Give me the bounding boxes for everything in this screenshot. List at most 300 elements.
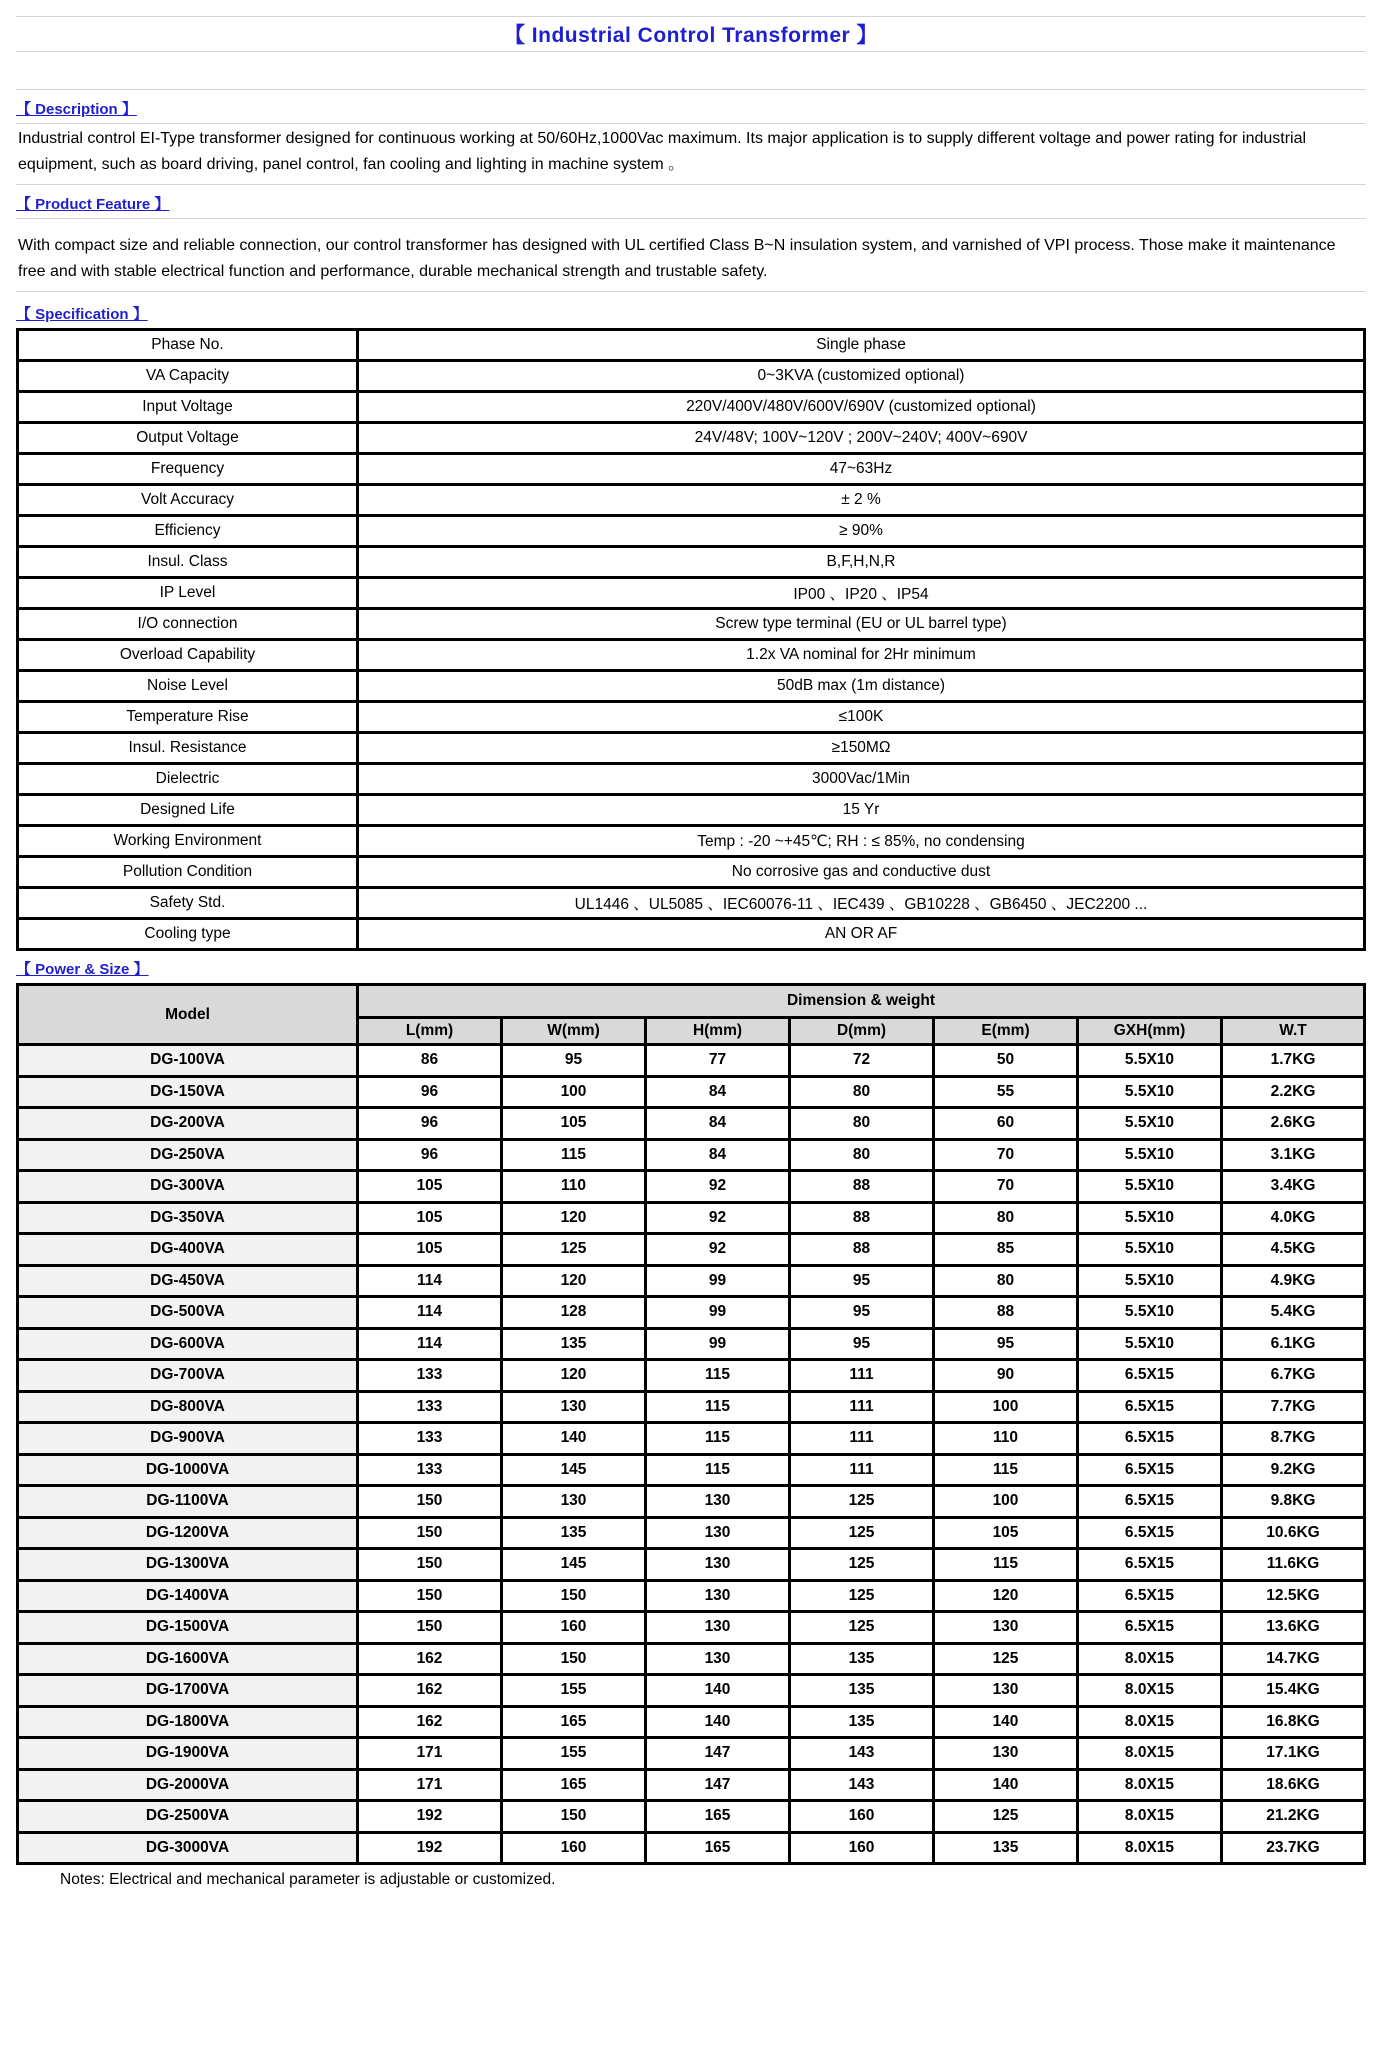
spec-value: Single phase <box>358 330 1365 361</box>
spec-row <box>18 919 1365 950</box>
dimension-cell: 135 <box>790 1675 934 1707</box>
spec-value: 1.2x VA nominal for 2Hr minimum <box>358 640 1365 671</box>
dimension-cell: 125 <box>790 1486 934 1518</box>
model-cell: DG-400VA <box>18 1234 358 1266</box>
dimension-cell: 55 <box>934 1076 1078 1108</box>
spec-row <box>18 764 1365 795</box>
spec-label: Overload Capability <box>18 640 358 671</box>
table-row <box>18 1580 1365 1612</box>
spec-row <box>18 671 1365 702</box>
datasheet <box>16 16 1366 1895</box>
dimension-cell: 140 <box>934 1706 1078 1738</box>
dimension-cell: 155 <box>502 1675 646 1707</box>
spec-row <box>18 857 1365 888</box>
table-row <box>18 1738 1365 1770</box>
model-cell: DG-450VA <box>18 1265 358 1297</box>
dimension-cell: 105 <box>502 1108 646 1140</box>
dimension-cell: 133 <box>358 1391 502 1423</box>
dimension-cell: 147 <box>646 1769 790 1801</box>
dimension-cell: 9.8KG <box>1222 1486 1365 1518</box>
table-row <box>18 1675 1365 1707</box>
dimension-cell: 171 <box>358 1738 502 1770</box>
description-text: Industrial control EI-Type transformer designed for continuous working at 50/60Hz,1000Vac maximum. Its major application is to supply different voltage and power rating for industrial equipment, such as board driving, panel control, fan cooling and lighting in machine system 。 <box>16 124 1366 185</box>
dimension-cell: 135 <box>934 1832 1078 1864</box>
dimension-cell: 70 <box>934 1171 1078 1203</box>
dimension-cell: 5.5X10 <box>1078 1171 1222 1203</box>
dimension-cell: 160 <box>502 1832 646 1864</box>
table-row <box>18 1454 1365 1486</box>
dimension-cell: 85 <box>934 1234 1078 1266</box>
dimension-cell: 111 <box>790 1391 934 1423</box>
table-row <box>18 1801 1365 1833</box>
dimension-cell: 4.5KG <box>1222 1234 1365 1266</box>
dimension-cell: 99 <box>646 1297 790 1329</box>
table-row <box>18 1706 1365 1738</box>
dimension-cell: 111 <box>790 1423 934 1455</box>
dimension-cell: 115 <box>502 1139 646 1171</box>
dimension-cell: 2.2KG <box>1222 1076 1365 1108</box>
dimension-cell: 125 <box>502 1234 646 1266</box>
dimension-cell: 135 <box>502 1328 646 1360</box>
dimension-cell: 133 <box>358 1360 502 1392</box>
dimension-cell: 130 <box>646 1612 790 1644</box>
dimension-cell: 130 <box>646 1580 790 1612</box>
dimension-cell: 171 <box>358 1769 502 1801</box>
dimension-cell: 23.7KG <box>1222 1832 1365 1864</box>
dimension-cell: 88 <box>790 1234 934 1266</box>
spec-label: Input Voltage <box>18 392 358 423</box>
model-cell: DG-200VA <box>18 1108 358 1140</box>
dimension-cell: 21.2KG <box>1222 1801 1365 1833</box>
table-row <box>18 1769 1365 1801</box>
dimension-cell: 111 <box>790 1360 934 1392</box>
spec-label: Dielectric <box>18 764 358 795</box>
dimension-cell: 133 <box>358 1423 502 1455</box>
dimension-cell: 130 <box>646 1517 790 1549</box>
dimension-cell: 140 <box>646 1706 790 1738</box>
dimension-cell: 120 <box>502 1202 646 1234</box>
dimension-cell: 192 <box>358 1832 502 1864</box>
feature-heading-row <box>16 185 1366 219</box>
dimension-cell: 92 <box>646 1234 790 1266</box>
dimension-cell: 105 <box>358 1171 502 1203</box>
dimension-cell: 6.5X15 <box>1078 1391 1222 1423</box>
table-row <box>18 1202 1365 1234</box>
dimension-cell: 86 <box>358 1045 502 1077</box>
dimension-cell: 160 <box>502 1612 646 1644</box>
dimension-cell: 8.0X15 <box>1078 1769 1222 1801</box>
dimension-cell: 8.0X15 <box>1078 1643 1222 1675</box>
dimension-cell: 115 <box>934 1454 1078 1486</box>
dimension-cell: 5.5X10 <box>1078 1076 1222 1108</box>
dimension-cell: 6.5X15 <box>1078 1423 1222 1455</box>
dimension-cell: 130 <box>646 1549 790 1581</box>
spec-label: VA Capacity <box>18 361 358 392</box>
model-cell: DG-100VA <box>18 1045 358 1077</box>
dimension-cell: 90 <box>934 1360 1078 1392</box>
model-cell: DG-2000VA <box>18 1769 358 1801</box>
dimension-cell: 4.0KG <box>1222 1202 1365 1234</box>
spec-label: Working Environment <box>18 826 358 857</box>
dimension-column-header: W.T <box>1222 1018 1365 1045</box>
dimension-cell: 6.1KG <box>1222 1328 1365 1360</box>
dimension-cell: 114 <box>358 1265 502 1297</box>
dimension-cell: 8.0X15 <box>1078 1675 1222 1707</box>
dimension-cell: 70 <box>934 1139 1078 1171</box>
dimension-cell: 6.5X15 <box>1078 1486 1222 1518</box>
dimension-cell: 6.5X15 <box>1078 1360 1222 1392</box>
spec-value: UL1446 、UL5085 、IEC60076-11 、IEC439 、GB10228 、GB6450 、JEC2200 ... <box>358 888 1365 919</box>
model-cell: DG-800VA <box>18 1391 358 1423</box>
dimension-cell: 8.0X15 <box>1078 1706 1222 1738</box>
dimension-cell: 111 <box>790 1454 934 1486</box>
dimension-cell: 96 <box>358 1139 502 1171</box>
dimension-cell: 96 <box>358 1108 502 1140</box>
dimension-cell: 3.4KG <box>1222 1171 1365 1203</box>
dimension-cell: 130 <box>934 1612 1078 1644</box>
dimension-cell: 88 <box>934 1297 1078 1329</box>
table-row <box>18 1549 1365 1581</box>
dimension-cell: 88 <box>790 1171 934 1203</box>
dimension-cell: 5.4KG <box>1222 1297 1365 1329</box>
spec-row <box>18 454 1365 485</box>
spec-label: I/O connection <box>18 609 358 640</box>
dimension-cell: 6.5X15 <box>1078 1612 1222 1644</box>
dimension-cell: 162 <box>358 1675 502 1707</box>
spec-value: ≥150MΩ <box>358 733 1365 764</box>
spec-label: Temperature Rise <box>18 702 358 733</box>
dimension-cell: 125 <box>790 1580 934 1612</box>
dimension-cell: 150 <box>358 1517 502 1549</box>
dimension-cell: 8.0X15 <box>1078 1738 1222 1770</box>
power-size-heading[interactable]: 【 Power & Size 】 <box>16 961 149 978</box>
dimension-cell: 99 <box>646 1265 790 1297</box>
dimension-cell: 10.6KG <box>1222 1517 1365 1549</box>
table-row <box>18 1486 1365 1518</box>
dimension-cell: 150 <box>502 1643 646 1675</box>
feature-text: With compact size and reliable connection, our control transformer has designed with UL certified Class B~N insulation system, and varnished of VPI process. Those make it maintenance free and with stable electrical function and performance, durable mechanical strength and trustable safety. <box>16 219 1366 292</box>
description-heading[interactable]: 【 Description 】 <box>16 101 137 118</box>
model-cell: DG-3000VA <box>18 1832 358 1864</box>
dimension-cell: 95 <box>790 1297 934 1329</box>
model-cell: DG-500VA <box>18 1297 358 1329</box>
spec-label: Designed Life <box>18 795 358 826</box>
table-row <box>18 1234 1365 1266</box>
dimension-cell: 6.5X15 <box>1078 1517 1222 1549</box>
spec-value: 47~63Hz <box>358 454 1365 485</box>
dimension-cell: 99 <box>646 1328 790 1360</box>
model-cell: DG-1800VA <box>18 1706 358 1738</box>
dimension-cell: 80 <box>934 1265 1078 1297</box>
table-row <box>18 1360 1365 1392</box>
dimension-cell: 100 <box>934 1486 1078 1518</box>
dimension-cell: 84 <box>646 1139 790 1171</box>
dimension-cell: 6.5X15 <box>1078 1549 1222 1581</box>
dimension-cell: 130 <box>646 1643 790 1675</box>
spec-row <box>18 702 1365 733</box>
spec-label: Noise Level <box>18 671 358 702</box>
table-row <box>18 1171 1365 1203</box>
dimension-cell: 130 <box>502 1486 646 1518</box>
dimension-cell: 5.5X10 <box>1078 1234 1222 1266</box>
spec-value: No corrosive gas and conductive dust <box>358 857 1365 888</box>
model-cell: DG-900VA <box>18 1423 358 1455</box>
spec-row <box>18 485 1365 516</box>
dimension-cell: 80 <box>790 1076 934 1108</box>
dimension-cell: 125 <box>790 1612 934 1644</box>
dimension-cell: 120 <box>502 1360 646 1392</box>
spec-value: 15 Yr <box>358 795 1365 826</box>
model-cell: DG-1100VA <box>18 1486 358 1518</box>
dimension-cell: 150 <box>358 1549 502 1581</box>
spec-row <box>18 392 1365 423</box>
dimension-cell: 133 <box>358 1454 502 1486</box>
spec-label: Frequency <box>18 454 358 485</box>
model-cell: DG-1600VA <box>18 1643 358 1675</box>
dimension-cell: 192 <box>358 1801 502 1833</box>
dimension-cell: 115 <box>646 1360 790 1392</box>
dimension-column-header: L(mm) <box>358 1018 502 1045</box>
model-cell: DG-2500VA <box>18 1801 358 1833</box>
dimension-cell: 150 <box>358 1580 502 1612</box>
description-heading-row <box>16 90 1366 124</box>
dimension-cell: 155 <box>502 1738 646 1770</box>
dimension-cell: 140 <box>502 1423 646 1455</box>
dimension-cell: 100 <box>502 1076 646 1108</box>
table-row <box>18 1045 1365 1077</box>
dimension-cell: 5.5X10 <box>1078 1108 1222 1140</box>
dimension-cell: 16.8KG <box>1222 1706 1365 1738</box>
dimension-cell: 143 <box>790 1769 934 1801</box>
spec-row <box>18 361 1365 392</box>
model-cell: DG-1300VA <box>18 1549 358 1581</box>
dimension-cell: 8.0X15 <box>1078 1801 1222 1833</box>
dimension-cell: 92 <box>646 1171 790 1203</box>
table-row <box>18 1108 1365 1140</box>
dimension-cell: 145 <box>502 1454 646 1486</box>
dimension-cell: 120 <box>934 1580 1078 1612</box>
dimension-cell: 160 <box>790 1801 934 1833</box>
dimension-cell: 5.5X10 <box>1078 1139 1222 1171</box>
spec-label: IP Level <box>18 578 358 609</box>
dimension-cell: 110 <box>502 1171 646 1203</box>
dimension-cell: 114 <box>358 1328 502 1360</box>
spec-value: ≥ 90% <box>358 516 1365 547</box>
dimension-cell: 165 <box>502 1706 646 1738</box>
dimension-cell: 125 <box>790 1549 934 1581</box>
dimension-cell: 12.5KG <box>1222 1580 1365 1612</box>
dimension-cell: 105 <box>358 1234 502 1266</box>
model-cell: DG-300VA <box>18 1171 358 1203</box>
dimension-cell: 3.1KG <box>1222 1139 1365 1171</box>
dimension-cell: 125 <box>934 1801 1078 1833</box>
dimension-cell: 150 <box>502 1580 646 1612</box>
notes: Notes: Electrical and mechanical parameter is adjustable or customized. <box>60 1871 556 1888</box>
dimension-cell: 77 <box>646 1045 790 1077</box>
dimension-cell: 5.5X10 <box>1078 1328 1222 1360</box>
dimension-cell: 5.5X10 <box>1078 1297 1222 1329</box>
spec-label: Pollution Condition <box>18 857 358 888</box>
dimension-cell: 115 <box>646 1423 790 1455</box>
specification-heading-row <box>16 292 1366 328</box>
spec-value: B,F,H,N,R <box>358 547 1365 578</box>
dimension-cell: 105 <box>934 1517 1078 1549</box>
model-cell: DG-1500VA <box>18 1612 358 1644</box>
dimension-cell: 80 <box>790 1139 934 1171</box>
dimension-cell: 5.5X10 <box>1078 1202 1222 1234</box>
spec-row <box>18 888 1365 919</box>
dimension-group-header: Dimension & weight <box>358 985 1365 1018</box>
dimension-column-header: H(mm) <box>646 1018 790 1045</box>
dimension-cell: 114 <box>358 1297 502 1329</box>
model-cell: DG-600VA <box>18 1328 358 1360</box>
table-row <box>18 1265 1365 1297</box>
dimension-cell: 8.7KG <box>1222 1423 1365 1455</box>
spec-row <box>18 516 1365 547</box>
page-title: 【 Industrial Control Transformer 】 <box>16 16 1366 52</box>
dimension-cell: 150 <box>502 1801 646 1833</box>
model-header: Model <box>18 985 358 1045</box>
dimension-cell: 130 <box>934 1675 1078 1707</box>
spec-row <box>18 547 1365 578</box>
spec-row <box>18 578 1365 609</box>
spec-value: Screw type terminal (EU or UL barrel type) <box>358 609 1365 640</box>
spec-label: Insul. Class <box>18 547 358 578</box>
dimension-cell: 165 <box>502 1769 646 1801</box>
dimension-cell: 92 <box>646 1202 790 1234</box>
table-row <box>18 1832 1365 1864</box>
dimension-cell: 165 <box>646 1801 790 1833</box>
spec-row <box>18 640 1365 671</box>
spec-value: Temp : -20 ~+45℃; RH : ≤ 85%, no condensing <box>358 826 1365 857</box>
dimension-cell: 60 <box>934 1108 1078 1140</box>
dimension-column-header: GXH(mm) <box>1078 1018 1222 1045</box>
dimension-cell: 95 <box>502 1045 646 1077</box>
dimension-cell: 110 <box>934 1423 1078 1455</box>
table-row <box>18 1328 1365 1360</box>
spec-row <box>18 330 1365 361</box>
dimension-cell: 88 <box>790 1202 934 1234</box>
dimension-cell: 125 <box>790 1517 934 1549</box>
dimension-cell: 8.0X15 <box>1078 1832 1222 1864</box>
dimension-cell: 100 <box>934 1391 1078 1423</box>
table-row <box>18 1139 1365 1171</box>
specification-heading[interactable]: 【 Specification 】 <box>16 306 148 323</box>
model-cell: DG-350VA <box>18 1202 358 1234</box>
dimension-cell: 140 <box>646 1675 790 1707</box>
dimension-cell: 115 <box>646 1454 790 1486</box>
spec-row <box>18 733 1365 764</box>
spec-row <box>18 609 1365 640</box>
spec-label: Phase No. <box>18 330 358 361</box>
dimension-cell: 162 <box>358 1706 502 1738</box>
dimension-cell: 14.7KG <box>1222 1643 1365 1675</box>
dimension-cell: 6.5X15 <box>1078 1454 1222 1486</box>
dimension-cell: 13.6KG <box>1222 1612 1365 1644</box>
model-cell: DG-700VA <box>18 1360 358 1392</box>
spec-value: 0~3KVA (customized optional) <box>358 361 1365 392</box>
dimension-cell: 165 <box>646 1832 790 1864</box>
dimension-cell: 95 <box>934 1328 1078 1360</box>
model-cell: DG-150VA <box>18 1076 358 1108</box>
table-row <box>18 1391 1365 1423</box>
model-cell: DG-1000VA <box>18 1454 358 1486</box>
dimension-cell: 18.6KG <box>1222 1769 1365 1801</box>
spec-value: ≤100K <box>358 702 1365 733</box>
spec-row <box>18 423 1365 454</box>
table-row <box>18 1297 1365 1329</box>
dimension-cell: 130 <box>502 1391 646 1423</box>
dimension-cell: 128 <box>502 1297 646 1329</box>
spec-value: 220V/400V/480V/600V/690V (customized optional) <box>358 392 1365 423</box>
dimension-cell: 15.4KG <box>1222 1675 1365 1707</box>
dimension-cell: 50 <box>934 1045 1078 1077</box>
dimension-cell: 145 <box>502 1549 646 1581</box>
model-cell: DG-1700VA <box>18 1675 358 1707</box>
model-cell: DG-1200VA <box>18 1517 358 1549</box>
spec-label: Insul. Resistance <box>18 733 358 764</box>
spec-label: Output Voltage <box>18 423 358 454</box>
blank-row <box>16 52 1366 90</box>
spec-label: Volt Accuracy <box>18 485 358 516</box>
dimension-cell: 147 <box>646 1738 790 1770</box>
dimension-cell: 135 <box>790 1706 934 1738</box>
spec-value: 24V/48V; 100V~120V ; 200V~240V; 400V~690V <box>358 423 1365 454</box>
dimension-column-header: W(mm) <box>502 1018 646 1045</box>
dimension-cell: 80 <box>934 1202 1078 1234</box>
spec-row <box>18 795 1365 826</box>
dimension-column-header: D(mm) <box>790 1018 934 1045</box>
spec-value: 3000Vac/1Min <box>358 764 1365 795</box>
dimension-cell: 130 <box>934 1738 1078 1770</box>
dimension-cell: 140 <box>934 1769 1078 1801</box>
table-row <box>18 1643 1365 1675</box>
dimension-cell: 160 <box>790 1832 934 1864</box>
dimension-cell: 5.5X10 <box>1078 1265 1222 1297</box>
dimension-column-header: E(mm) <box>934 1018 1078 1045</box>
specification-table <box>16 328 1366 951</box>
dimension-cell: 150 <box>358 1486 502 1518</box>
model-cell: DG-1400VA <box>18 1580 358 1612</box>
dimension-cell: 1.7KG <box>1222 1045 1365 1077</box>
dimension-cell: 5.5X10 <box>1078 1045 1222 1077</box>
dimension-cell: 7.7KG <box>1222 1391 1365 1423</box>
dimension-cell: 130 <box>646 1486 790 1518</box>
dimension-cell: 135 <box>502 1517 646 1549</box>
spec-value: AN OR AF <box>358 919 1365 950</box>
table-row <box>18 1612 1365 1644</box>
dimension-cell: 6.7KG <box>1222 1360 1365 1392</box>
power-size-table <box>16 983 1366 1865</box>
table-row <box>18 1423 1365 1455</box>
table-row <box>18 1076 1365 1108</box>
dimension-cell: 4.9KG <box>1222 1265 1365 1297</box>
dimension-cell: 96 <box>358 1076 502 1108</box>
spec-value: 50dB max (1m distance) <box>358 671 1365 702</box>
dimension-cell: 17.1KG <box>1222 1738 1365 1770</box>
dimension-cell: 2.6KG <box>1222 1108 1365 1140</box>
spec-label: Efficiency <box>18 516 358 547</box>
dimension-cell: 72 <box>790 1045 934 1077</box>
dimension-cell: 9.2KG <box>1222 1454 1365 1486</box>
spec-row <box>18 826 1365 857</box>
spec-value: ± 2 % <box>358 485 1365 516</box>
feature-heading[interactable]: 【 Product Feature 】 <box>16 196 170 213</box>
spec-label: Safety Std. <box>18 888 358 919</box>
model-cell: DG-250VA <box>18 1139 358 1171</box>
dimension-cell: 95 <box>790 1265 934 1297</box>
spec-label: Cooling type <box>18 919 358 950</box>
